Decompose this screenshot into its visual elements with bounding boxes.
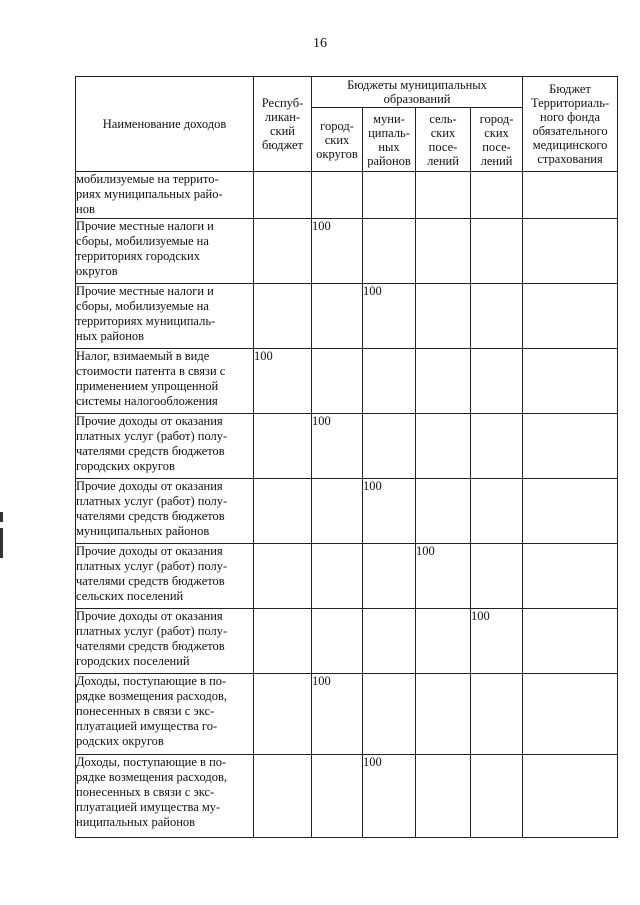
table-row — [76, 219, 618, 284]
percentage-cell: 100 — [471, 609, 523, 674]
percentage-cell — [254, 172, 312, 219]
table-row — [76, 479, 618, 544]
table-row — [76, 414, 618, 479]
percentage-cell — [254, 284, 312, 349]
income-name-cell — [76, 219, 254, 284]
percentage-cell — [471, 219, 523, 284]
income-name-line: Прочие доходы от оказания — [76, 544, 223, 558]
percentage-cell — [416, 479, 471, 544]
income-name-line: стоимости патента в связи с — [76, 364, 226, 378]
header-income-name: Наименование доходов — [76, 77, 254, 172]
table-body — [76, 172, 618, 838]
income-name-line: чателями средств бюджетов — [76, 639, 225, 653]
percentage-cell: 100 — [416, 544, 471, 609]
percentage-cell: 100 — [363, 479, 416, 544]
percentage-cell — [523, 755, 618, 838]
income-name-line: понесенных в связи с экс- — [76, 785, 215, 799]
income-name-line: мобилизуемые на террито- — [76, 172, 219, 186]
percentage-cell — [471, 284, 523, 349]
page-number: 16 — [313, 36, 327, 51]
percentage-cell — [363, 414, 416, 479]
percentage-cell — [416, 674, 471, 755]
income-name-cell — [76, 544, 254, 609]
percentage-cell — [523, 284, 618, 349]
table-row — [76, 349, 618, 414]
income-name-line: ниципальных районов — [76, 815, 196, 829]
percentage-cell — [523, 172, 618, 219]
income-name-line: Прочие доходы от оказания — [76, 414, 223, 428]
income-name-line: Доходы, поступающие в по- — [76, 674, 227, 688]
percentage-cell — [416, 284, 471, 349]
percentage-cell — [471, 414, 523, 479]
income-name-line: Налог, взимаемый в виде — [76, 349, 210, 363]
income-name-line: городских округов — [76, 459, 175, 473]
income-name-line: плуатацией имущества го- — [76, 719, 218, 733]
income-name-cell — [76, 479, 254, 544]
income-name-line: муниципальных районов — [76, 524, 210, 538]
income-name-line: округов — [76, 264, 118, 278]
percentage-cell — [416, 172, 471, 219]
header-urban-districts: город- ских округов — [312, 108, 363, 172]
percentage-cell — [363, 609, 416, 674]
percentage-cell: 100 — [254, 349, 312, 414]
percentage-cell — [254, 479, 312, 544]
percentage-cell — [416, 609, 471, 674]
income-name-cell — [76, 284, 254, 349]
income-name-line: платных услуг (работ) полу- — [76, 559, 228, 573]
percentage-cell — [471, 755, 523, 838]
income-name-cell — [76, 349, 254, 414]
income-name-line: платных услуг (работ) полу- — [76, 429, 228, 443]
income-name-line: Прочие местные налоги и — [76, 219, 214, 233]
table-row — [76, 674, 618, 755]
percentage-cell — [312, 544, 363, 609]
table-row — [76, 755, 618, 838]
header-urban-settlements: город- ских посе- лений — [471, 108, 523, 172]
income-name-line: системы налогообложения — [76, 394, 218, 408]
percentage-cell — [471, 479, 523, 544]
income-name-line: сборы, мобилизуемые на — [76, 234, 209, 248]
percentage-cell — [471, 172, 523, 219]
income-name-line: чателями средств бюджетов — [76, 574, 225, 588]
percentage-cell: 100 — [363, 755, 416, 838]
income-distribution-table — [75, 76, 618, 838]
income-name-line: рядке возмещения расходов, — [76, 770, 227, 784]
income-name-cell — [76, 172, 254, 219]
percentage-cell — [312, 284, 363, 349]
header-territorial-fund: Бюджет Территориаль- ного фонда обязательного медицинского страхования — [523, 77, 618, 172]
percentage-cell — [312, 609, 363, 674]
header-municipal-districts: муни- ципаль- ных районов — [363, 108, 416, 172]
percentage-cell: 100 — [363, 284, 416, 349]
income-name-line: чателями средств бюджетов — [76, 509, 225, 523]
income-name-line: рядке возмещения расходов, — [76, 689, 227, 703]
percentage-cell — [523, 219, 618, 284]
income-name-line: Прочие доходы от оказания — [76, 609, 223, 623]
income-name-line: риях муниципальных райо- — [76, 187, 223, 201]
percentage-cell — [254, 755, 312, 838]
percentage-cell — [471, 544, 523, 609]
income-name-line: применением упрощенной — [76, 379, 219, 393]
percentage-cell — [254, 414, 312, 479]
percentage-cell — [363, 674, 416, 755]
percentage-cell — [523, 414, 618, 479]
income-name-cell — [76, 674, 254, 755]
income-name-line: Прочие доходы от оказания — [76, 479, 223, 493]
percentage-cell — [254, 674, 312, 755]
percentage-cell — [523, 609, 618, 674]
percentage-cell — [363, 544, 416, 609]
percentage-cell — [254, 219, 312, 284]
percentage-cell — [416, 414, 471, 479]
income-name-line: территориях городских — [76, 249, 200, 263]
income-name-cell — [76, 755, 254, 838]
income-name-line: плуатацией имущества му- — [76, 800, 221, 814]
income-name-line: Прочие местные налоги и — [76, 284, 214, 298]
percentage-cell — [254, 544, 312, 609]
header-municipal-budgets: Бюджеты муниципальных образований — [312, 77, 523, 108]
income-name-line: Доходы, поступающие в по- — [76, 755, 227, 769]
income-name-line: чателями средств бюджетов — [76, 444, 225, 458]
income-name-line: платных услуг (работ) полу- — [76, 624, 228, 638]
percentage-cell: 100 — [312, 414, 363, 479]
scan-edge-mark — [0, 512, 3, 522]
percentage-cell — [523, 544, 618, 609]
income-name-cell — [76, 609, 254, 674]
percentage-cell — [471, 349, 523, 414]
percentage-cell — [312, 172, 363, 219]
percentage-cell — [312, 349, 363, 414]
percentage-cell — [416, 755, 471, 838]
income-name-line: понесенных в связи с экс- — [76, 704, 215, 718]
scan-edge-mark — [0, 528, 3, 558]
percentage-cell: 100 — [312, 674, 363, 755]
percentage-cell — [523, 479, 618, 544]
table-row — [76, 544, 618, 609]
percentage-cell — [471, 674, 523, 755]
income-name-line: территориях муниципаль- — [76, 314, 216, 328]
income-name-cell — [76, 414, 254, 479]
percentage-cell — [312, 755, 363, 838]
percentage-cell — [523, 349, 618, 414]
income-name-line: платных услуг (работ) полу- — [76, 494, 228, 508]
percentage-cell — [523, 674, 618, 755]
income-name-line: сельских поселений — [76, 589, 184, 603]
header-rural-settlements: сель- ских посе- лений — [416, 108, 471, 172]
table-row — [76, 609, 618, 674]
income-name-line: городских поселений — [76, 654, 190, 668]
table-row — [76, 172, 618, 219]
table-row — [76, 284, 618, 349]
percentage-cell — [254, 609, 312, 674]
income-name-line: ных районов — [76, 329, 145, 343]
income-name-line: сборы, мобилизуемые на — [76, 299, 209, 313]
income-name-line: родских округов — [76, 734, 164, 748]
percentage-cell: 100 — [312, 219, 363, 284]
percentage-cell — [363, 349, 416, 414]
percentage-cell — [363, 172, 416, 219]
income-name-line: нов — [76, 202, 95, 216]
percentage-cell — [312, 479, 363, 544]
percentage-cell — [416, 219, 471, 284]
percentage-cell — [363, 219, 416, 284]
header-republic-budget: Респуб- ликан- ский бюджет — [254, 77, 312, 172]
percentage-cell — [416, 349, 471, 414]
